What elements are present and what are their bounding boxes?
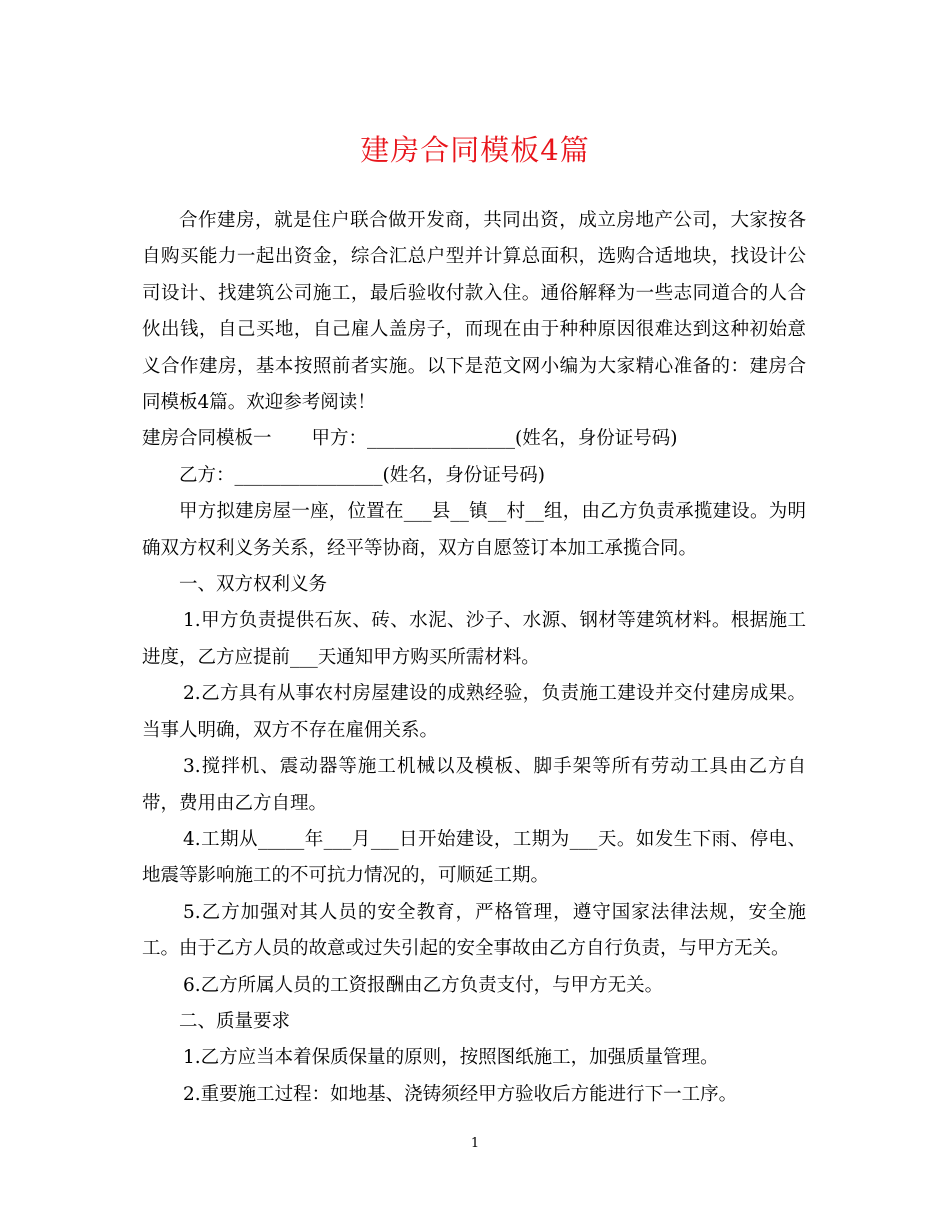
section2-heading: 二、质量要求: [179, 1010, 291, 1032]
party-b-line: 乙方：________________(姓名，身份证号码): [179, 464, 545, 486]
template-heading: 建房合同模板一: [142, 428, 272, 450]
section1-item: 6.乙方所属人员的工资报酬由乙方负责支付，与甲方无关。: [183, 974, 664, 996]
document-title: 建房合同模板4篇: [360, 133, 590, 167]
section1-item: 5.乙方加强对其人员的安全教育，严格管理，遵守国家法律法规，安全施工。由于乙方人员的故意或过失引起的安全事故由乙方自行负责，与甲方无关。: [142, 901, 806, 960]
section1-item: 3.搅拌机、震动器等施工机械以及模板、脚手架等所有劳动工具由乙方自带，费用由乙方自理。: [142, 756, 806, 814]
section1-item: 2.乙方具有从事农村房屋建设的成熟经验，负责施工建设并交付建房成果。当事人明确，双方不存在雇佣关系。: [142, 683, 806, 741]
section1-item: 4.工期从_____年___月___日开始建设，工期为___天。如发生下雨、停电、地震等影响施工的不可抗力情况的，可顺延工期。: [142, 828, 806, 887]
document-body: [142, 203, 806, 1113]
party-a-line: 甲方：________________(姓名，身份证号码): [311, 428, 678, 450]
template-heading-line: [142, 421, 806, 457]
preamble-paragraph: 甲方拟建房屋一座，位置在___县__镇__村__组，由乙方负责承揽建设。为明确双方权利义务关系，经平等协商，双方自愿签订本加工承揽合同。: [142, 501, 806, 559]
section1-heading: 一、双方权利义务: [179, 574, 328, 596]
section2-item: 2.重要施工过程：如地基、浇铸须经甲方验收后方能进行下一工序。: [183, 1083, 738, 1105]
section2-item: 1.乙方应当本着保质保量的原则，按照图纸施工，加强质量管理。: [183, 1047, 719, 1069]
intro-paragraph: 合作建房，就是住户联合做开发商，共同出资，成立房地产公司，大家按各自购买能力一起出资金，综合汇总户型并计算总面积，选购合适地块，找设计公司设计、找建筑公司施工，最后验收付款入住。通俗解释为一些志同道合的人合伙出钱，自己买地，自己雇人盖房子，而现在由于种种原因很难达到这种初始意义合作建房，基本按照前者实施。以下是范文网小编为大家精心准备的：建房合同模板4篇。欢迎参考阅读！: [142, 210, 806, 414]
section1-item: 1.甲方负责提供石灰、砖、水泥、沙子、水源、钢材等建筑材料。根据施工进度，乙方应提前___天通知甲方购买所需材料。: [142, 610, 806, 668]
page-number: 1: [470, 1136, 480, 1151]
